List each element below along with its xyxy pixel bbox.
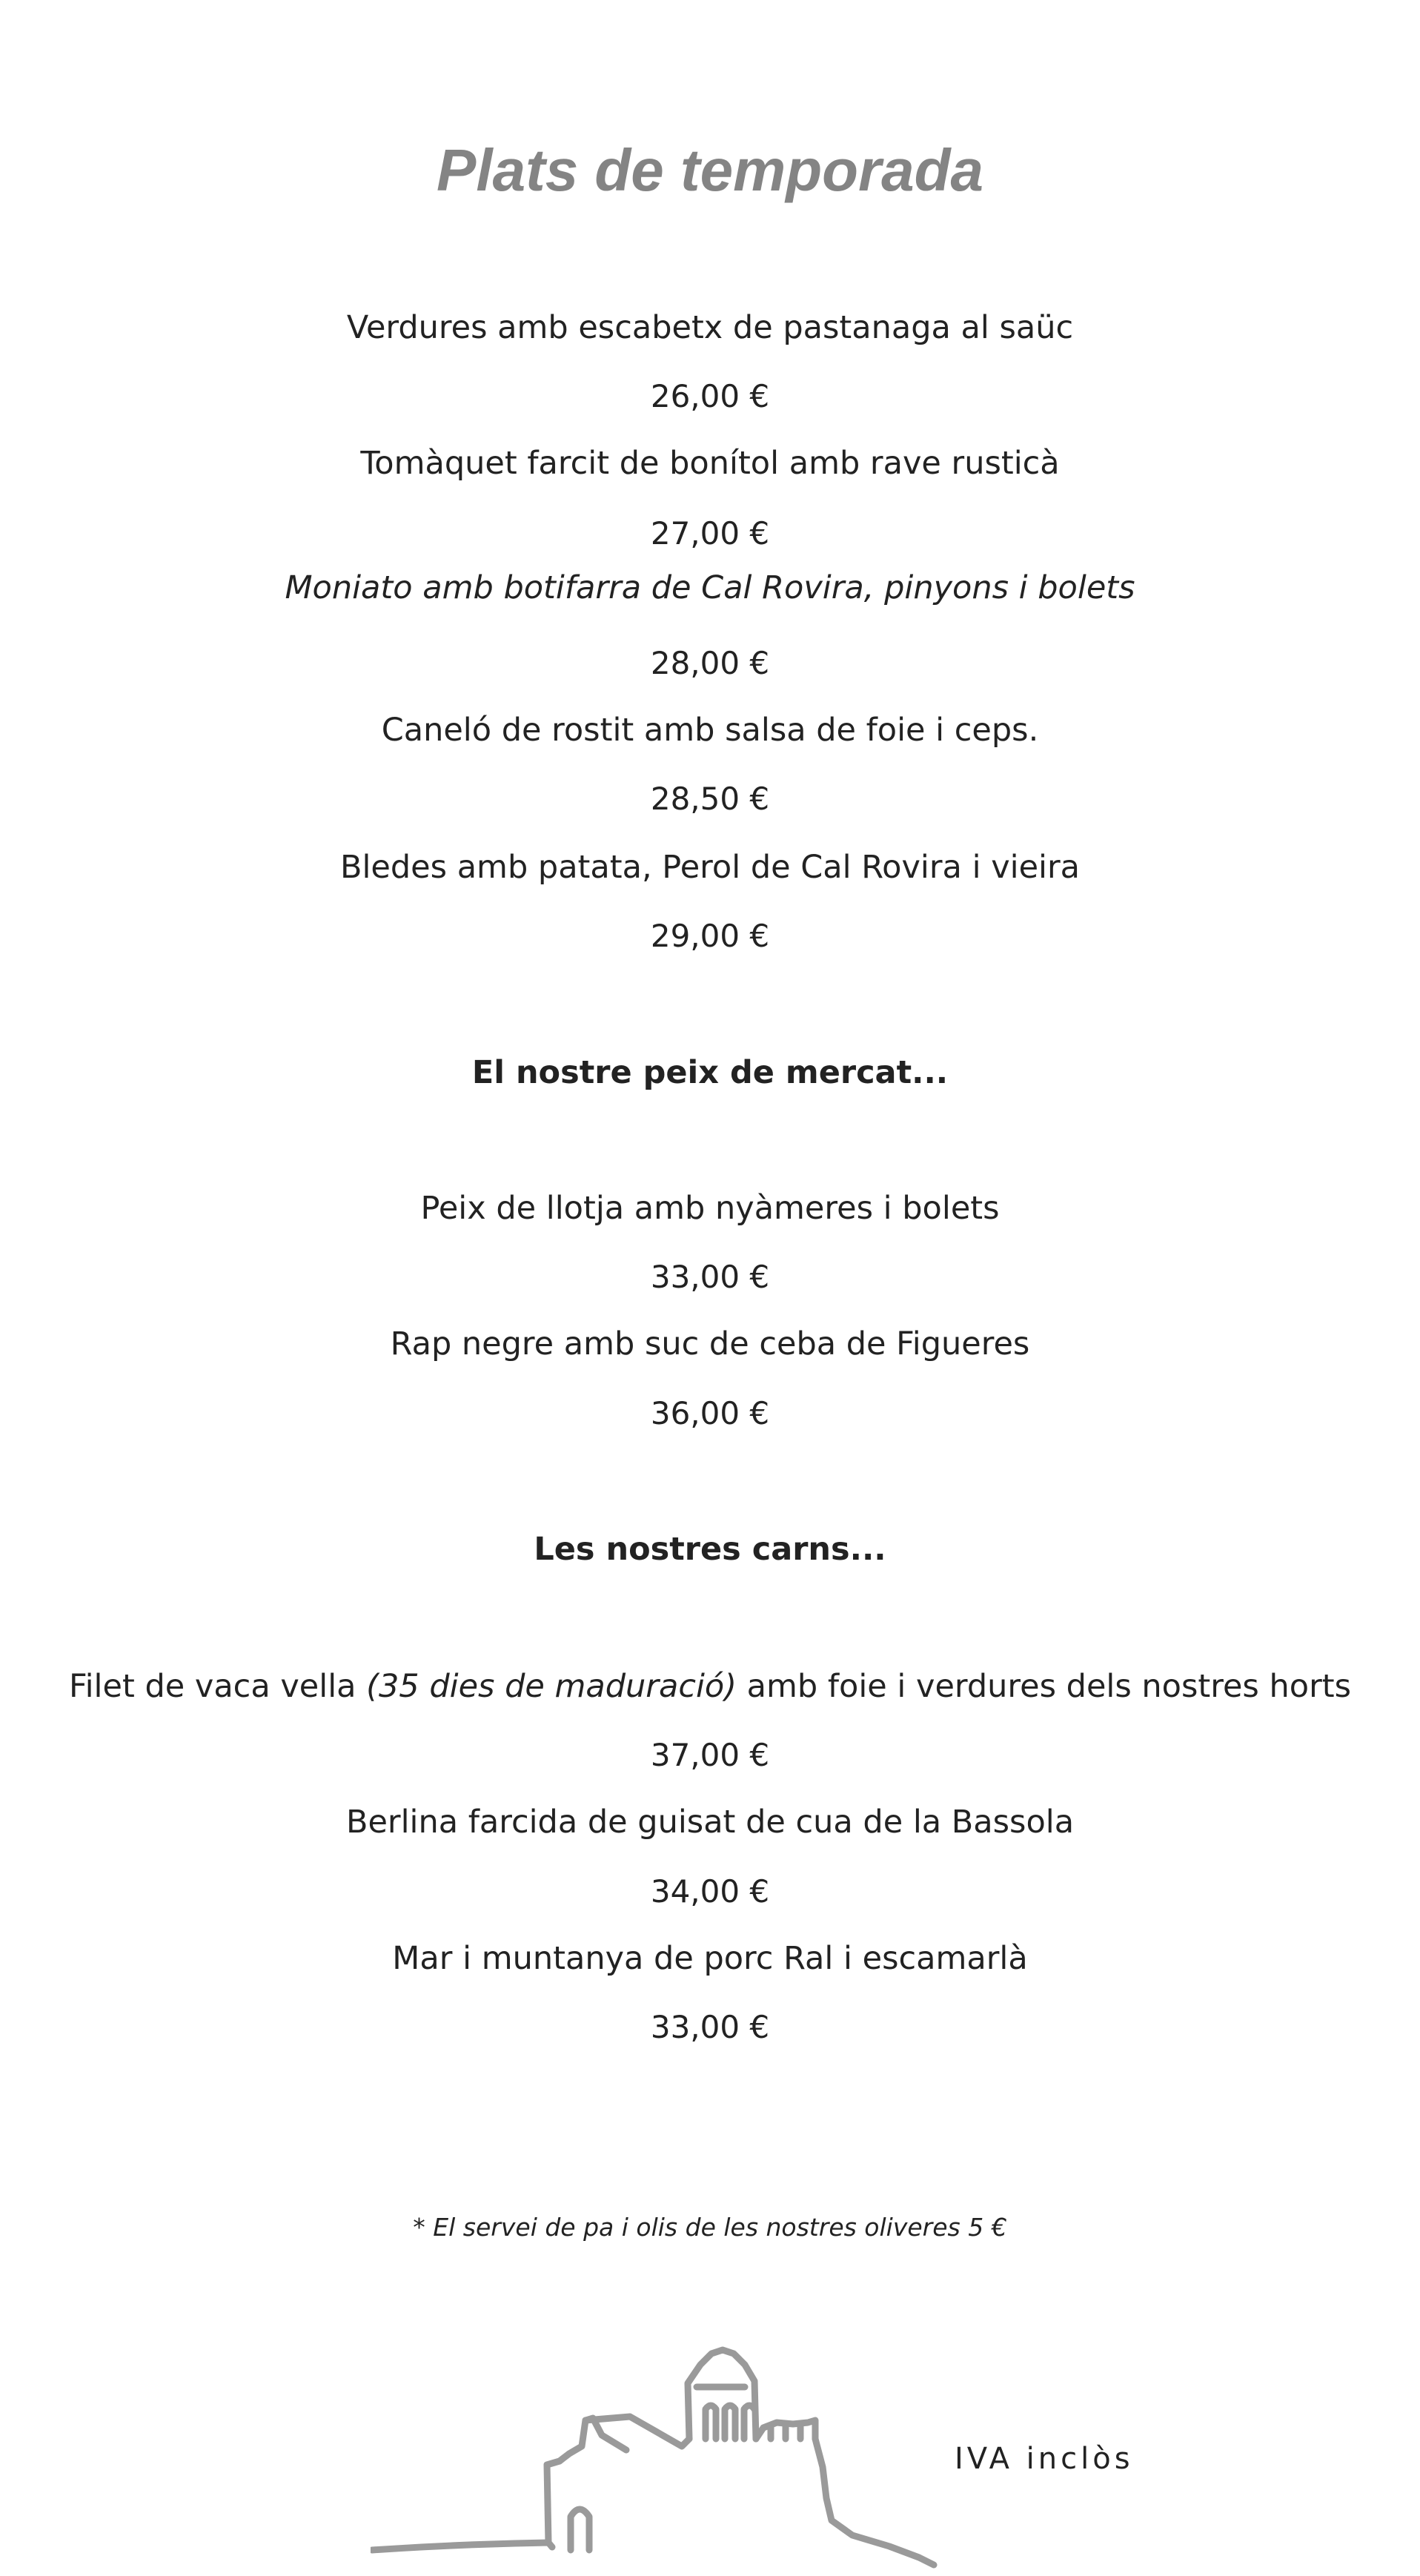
dish-name: Verdures amb escabetx de pastanaga al saüc	[346, 309, 1074, 346]
dish-price: 37,00 €	[650, 1737, 770, 1773]
dish-price: 28,00 €	[650, 645, 770, 681]
dish-price: 33,00 €	[650, 2009, 770, 2045]
section-heading-fish: El nostre peix de mercat...	[471, 1054, 949, 1091]
dish-name: Bledes amb patata, Perol de Cal Rovira i vieira	[339, 849, 1081, 886]
dish-price: 28,50 €	[650, 781, 770, 817]
dish-price: 36,00 €	[650, 1395, 770, 1431]
dish-name-aging: (35 dies de maduració)	[366, 1668, 737, 1705]
dish-name-part: Filet de vaca vella	[68, 1668, 367, 1705]
dish-name: Mar i muntanya de porc Ral i escamarlà	[392, 1940, 1028, 1977]
dish-name: Peix de llotja amb nyàmeres i bolets	[420, 1190, 1000, 1227]
dish-name: Rap negre amb suc de ceba de Figueres	[390, 1325, 1030, 1363]
dish-price: 34,00 €	[650, 1873, 770, 1910]
dish-name-part: amb foie i verdures dels nostres horts	[737, 1668, 1352, 1705]
dish-name: Tomàquet farcit de bonítol amb rave rusticà	[360, 445, 1060, 482]
dish-name	[0, 1664, 1420, 1709]
bread-note: * El servei de pa i olis de les nostres oliveres 5 €	[413, 2213, 1007, 2242]
section-heading-meat: Les nostres carns...	[534, 1531, 886, 1568]
dish-price: 26,00 €	[650, 378, 770, 414]
dish-name: Caneló de rostit amb salsa de foie i ceps.	[381, 712, 1039, 749]
dish-name: Berlina farcida de guisat de cua de la Bassola	[345, 1804, 1075, 1841]
dish-price: 29,00 €	[650, 918, 770, 954]
dish-price: 27,00 €	[650, 515, 770, 552]
dish-name: Moniato amb botifarra de Cal Rovira, pinyons i bolets	[285, 569, 1135, 606]
dish-price: 33,00 €	[650, 1259, 770, 1295]
tax-note: IVA inclòs	[955, 2442, 1134, 2476]
page-title: Plats de temporada	[436, 137, 983, 203]
